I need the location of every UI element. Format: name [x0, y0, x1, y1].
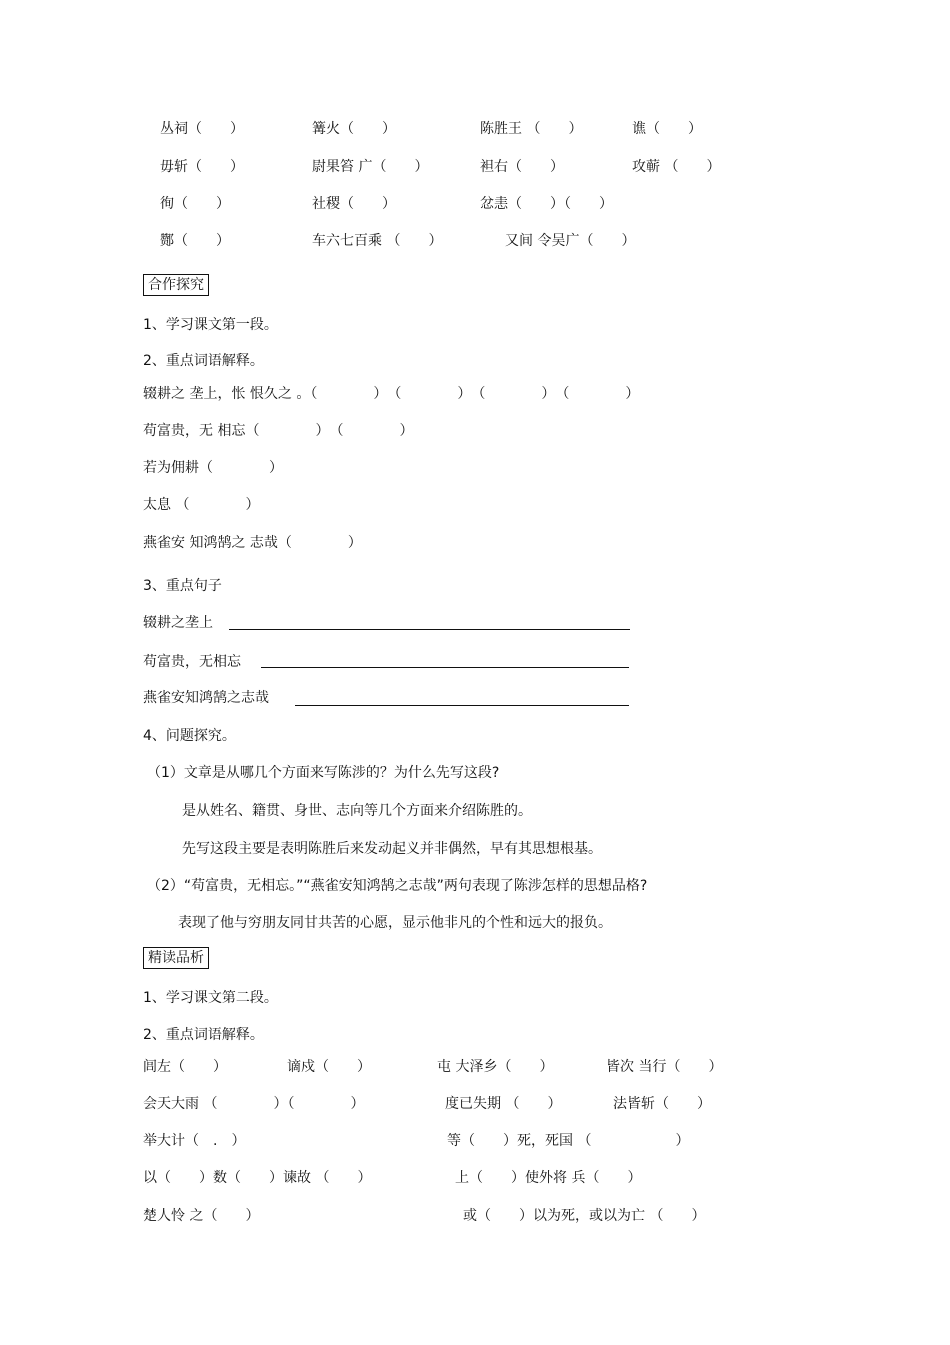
vocab-item: 徇（ ）	[160, 196, 230, 212]
vocab-line: 苟富贵，无 相忘（ ） （ ）	[143, 423, 414, 439]
vocab-item: 陈胜王 （ ）	[480, 121, 583, 137]
vocab-item: 攻蕲 （ ）	[632, 159, 721, 175]
vocab-item: 忿恚（ ）（ ）	[480, 196, 613, 212]
vocab-item: 袒右（ ）	[480, 159, 564, 175]
list-item: 4、问题探究。	[143, 728, 236, 744]
sentence-label: 辍耕之垄上	[143, 615, 213, 631]
vocab-line: 太息 （ ）	[143, 497, 260, 513]
vocab-item: 社稷（ ）	[312, 196, 396, 212]
vocab-item: 谯（ ）	[632, 121, 702, 137]
vocab-row	[0, 118, 950, 142]
answer: 是从姓名、籍贯、身世、志向等几个方面来介绍陈胜的。	[182, 803, 532, 819]
answer-blank	[261, 666, 629, 668]
vocab-item: 以（ ）数（ ）谏故 （ ）	[143, 1170, 372, 1186]
vocab-item: 会天大雨 （ ）（ ）	[143, 1096, 365, 1112]
vocab-item: 酂（ ）	[160, 233, 230, 249]
vocab-item: 屯 大泽乡（ ）	[437, 1059, 554, 1075]
answer: 先写这段主要是表明陈胜后来发动起义并非偶然，早有其思想根基。	[182, 841, 602, 857]
answer: 表现了他与穷朋友同甘共苦的心愿，显示他非凡的个性和远大的报负。	[178, 915, 612, 931]
vocab-item: 上（ ）使外将 兵（ ）	[455, 1170, 642, 1186]
list-item: 2、重点词语解释。	[143, 353, 264, 369]
vocab-item: 皆次 当行（ ）	[606, 1059, 723, 1075]
sentence-label: 苟富贵，无相忘	[143, 654, 241, 670]
section-heading-cooperate: 合作探究	[143, 274, 209, 296]
answer-blank	[295, 704, 629, 706]
sentence-label: 燕雀安知鸿鹄之志哉	[143, 690, 269, 706]
vocab-item: 度已失期 （ ）	[445, 1096, 562, 1112]
vocab-row	[0, 1093, 950, 1117]
vocab-row	[0, 156, 950, 180]
question: （1）文章是从哪几个方面来写陈涉的？为什么先写这段?	[147, 765, 500, 781]
vocab-item: 篝火（ ）	[312, 121, 396, 137]
vocab-item: 举大计（ . ）	[143, 1133, 246, 1149]
vocab-item: 楚人怜 之（ ）	[143, 1208, 260, 1224]
vocab-item: 毋斩（ ）	[160, 159, 244, 175]
vocab-item: 法皆斩（ ）	[613, 1096, 711, 1112]
vocab-line: 燕雀安 知鸿鹄之 志哉（ ）	[143, 535, 362, 551]
vocab-item: 闾左（ ）	[143, 1059, 227, 1075]
vocab-item: 或（ ）以为死，或以为亡 （ ）	[463, 1208, 706, 1224]
section-heading-intensive: 精读品析	[143, 947, 209, 969]
vocab-item: 车六七百乘 （ ）	[312, 233, 443, 249]
vocab-row	[0, 1205, 950, 1229]
vocab-item: 谪戍（ ）	[287, 1059, 371, 1075]
vocab-item: 尉果笞 广（ ）	[312, 159, 429, 175]
list-item: 1、学习课文第一段。	[143, 317, 278, 333]
vocab-row	[0, 193, 950, 217]
vocab-line: 辍耕之 垄上，怅 恨久之 。（ ） （ ） （ ） （ ）	[143, 386, 640, 402]
list-item: 3、重点句子	[143, 578, 222, 594]
question: （2）“苟富贵，无相忘。”“燕雀安知鸿鹄之志哉”两句表现了陈涉怎样的思想品格?	[147, 878, 648, 894]
vocab-line: 若为佣耕（ ）	[143, 460, 283, 476]
list-item: 1、学习课文第二段。	[143, 990, 278, 1006]
vocab-item: 丛祠（ ）	[160, 121, 244, 137]
list-item: 2、重点词语解释。	[143, 1027, 264, 1043]
answer-blank	[229, 628, 630, 630]
vocab-row	[0, 1056, 950, 1080]
vocab-item: 又间 令吴广（ ）	[505, 233, 636, 249]
vocab-row	[0, 230, 950, 254]
vocab-row	[0, 1167, 950, 1191]
vocab-row	[0, 1130, 950, 1154]
vocab-item: 等（ ）死，死国 （ ）	[447, 1133, 690, 1149]
